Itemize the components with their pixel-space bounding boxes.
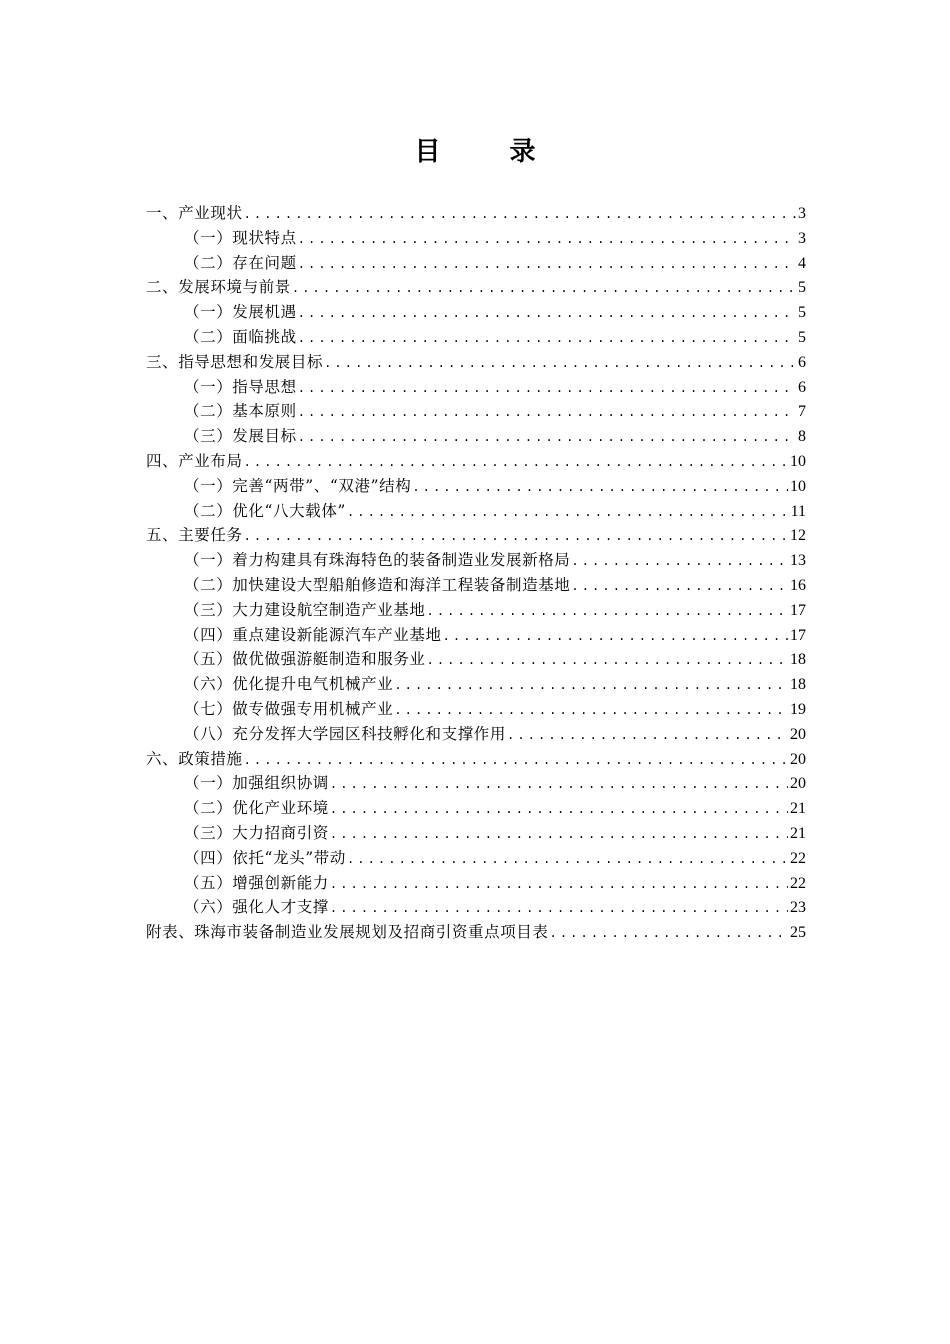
toc-page-number: 13 (790, 552, 806, 570)
toc-section-entry (146, 722, 806, 747)
toc-chapter-entry (146, 747, 806, 772)
toc-page-number: 18 (790, 676, 806, 694)
toc-page-number: 10 (790, 477, 806, 495)
toc-entry-title: （二）优化“八大载体” (184, 501, 346, 520)
toc-dot-leader (298, 252, 796, 277)
toc-dot-leader (571, 574, 788, 599)
toc-entry-title: （一）着力构建具有珠海特色的装备制造业发展新格局 (184, 551, 571, 570)
toc-section-entry (146, 771, 806, 796)
toc-dot-leader (394, 673, 788, 698)
toc-page-number: 11 (790, 502, 806, 520)
toc-dot-leader (244, 748, 788, 773)
toc-section-entry (146, 598, 806, 623)
toc-entry-title: （五）增强创新能力 (184, 873, 329, 892)
toc-dot-leader (330, 896, 788, 921)
toc-section-entry (146, 871, 806, 896)
toc-page-number: 22 (790, 849, 806, 867)
toc-page-number: 5 (798, 279, 806, 297)
toc-page-number: 20 (790, 725, 806, 743)
toc-page-number: 20 (790, 775, 806, 793)
toc-entry-title: （六）优化提升电气机械产业 (184, 675, 394, 694)
toc-dot-leader (347, 500, 789, 525)
toc-entry-title: （四）重点建设新能源汽车产业基地 (184, 625, 442, 644)
toc-page-number: 17 (790, 626, 806, 644)
toc-entry-title: （五）做优做强游艇制造和服务业 (184, 650, 426, 669)
toc-entry-title: 附表、珠海市装备制造业发展规划及招商引资重点项目表 (146, 923, 549, 942)
toc-page-number: 23 (790, 899, 806, 917)
toc-entry-title: （六）强化人才支撑 (184, 898, 329, 917)
toc-dot-leader (330, 822, 788, 847)
toc-section-entry (146, 796, 806, 821)
toc-dot-leader (330, 797, 788, 822)
toc-entry-title: （二）面临挑战 (184, 327, 297, 346)
toc-page-number: 20 (790, 750, 806, 768)
toc-entry-title: 四、产业布局 (146, 451, 243, 470)
toc-page-number: 17 (790, 601, 806, 619)
toc-page-number: 10 (790, 452, 806, 470)
toc-section-entry (146, 375, 806, 400)
toc-entry-title: （一）加强组织协调 (184, 774, 329, 793)
toc-entry-title: （七）做专做强专用机械产业 (184, 699, 394, 718)
toc-chapter-entry (146, 523, 806, 548)
toc-dot-leader (507, 723, 788, 748)
toc-dot-leader (298, 301, 796, 326)
toc-page-number: 4 (798, 254, 806, 272)
toc-page-number: 5 (798, 304, 806, 322)
toc-page-number: 18 (790, 651, 806, 669)
toc-entry-title: （一）完善“两带”、“双港”结构 (184, 476, 412, 495)
toc-entry-title: 一、产业现状 (146, 204, 243, 222)
toc-entry-title: （二）基本原则 (184, 402, 297, 421)
toc-entry-title: （二）存在问题 (184, 253, 297, 272)
toc-section-entry (146, 424, 806, 449)
toc-page-number: 7 (798, 403, 806, 421)
toc-page-number: 6 (798, 378, 806, 396)
toc-entry-title: （一）现状特点 (184, 228, 297, 247)
toc-page-number: 3 (798, 205, 806, 222)
toc-chapter-entry (146, 201, 806, 226)
toc-entry-title: 六、政策措施 (146, 749, 243, 768)
toc-page-number: 12 (790, 527, 806, 545)
toc-section-entry (146, 672, 806, 697)
toc-section-entry (146, 623, 806, 648)
toc-dot-leader (427, 599, 788, 624)
toc-dot-leader (244, 524, 788, 549)
toc-dot-leader (427, 648, 788, 673)
toc-section-entry (146, 399, 806, 424)
toc-entry-title: 三、指导思想和发展目标 (146, 352, 324, 371)
toc-dot-leader (298, 227, 796, 252)
toc-entry-title: 二、发展环境与前景 (146, 278, 291, 297)
toc-dot-leader (298, 425, 796, 450)
toc-entry-title: （八）充分发挥大学园区科技孵化和支撑作用 (184, 724, 507, 743)
toc-page-number: 8 (798, 428, 806, 446)
toc-section-entry (146, 821, 806, 846)
toc-dot-leader (347, 847, 788, 872)
toc-dot-leader (550, 921, 788, 946)
toc-dot-leader (412, 475, 788, 500)
toc-page-number: 16 (790, 576, 806, 594)
toc-entry-title: （二）优化产业环境 (184, 799, 329, 818)
toc-section-entry (146, 251, 806, 276)
toc-section-entry (146, 474, 806, 499)
toc-page-number: 21 (790, 824, 806, 842)
toc-dot-leader (330, 872, 788, 897)
toc-section-entry (146, 895, 806, 920)
toc-page-number: 6 (798, 353, 806, 371)
toc-entry-title: （三）发展目标 (184, 427, 297, 446)
toc-chapter-entry (146, 350, 806, 375)
toc-dot-leader (298, 376, 796, 401)
toc-entry-title: （一）发展机遇 (184, 303, 297, 322)
toc-dot-leader (330, 772, 788, 797)
toc-page-number: 3 (798, 229, 806, 247)
toc-entry-title: （二）加快建设大型船舶修造和海洋工程装备制造基地 (184, 575, 571, 594)
toc-dot-leader (324, 351, 796, 376)
toc-entry-title: （三）大力建设航空制造产业基地 (184, 600, 426, 619)
toc-section-entry (146, 226, 806, 251)
toc-section-entry (146, 300, 806, 325)
toc-section-entry (146, 846, 806, 871)
toc-dot-leader (298, 326, 796, 351)
toc-section-entry (146, 548, 806, 573)
toc-entry-title: （一）指导思想 (184, 377, 297, 396)
toc-dot-leader (244, 450, 788, 475)
page-title: 目 录 (414, 137, 566, 167)
toc-page-number: 25 (790, 924, 806, 942)
toc-entry-title: （四）依托“龙头”带动 (184, 848, 346, 867)
toc-page-number: 22 (790, 874, 806, 892)
toc-dot-leader (244, 202, 796, 227)
toc-dot-leader (571, 549, 788, 574)
toc-chapter-entry (146, 449, 806, 474)
toc-section-entry (146, 325, 806, 350)
toc-entry-title: 五、主要任务 (146, 526, 243, 545)
toc-dot-leader (394, 698, 788, 723)
toc-chapter-entry (146, 275, 806, 300)
toc-section-entry (146, 697, 806, 722)
toc-section-entry (146, 573, 806, 598)
toc-section-entry (146, 499, 806, 524)
toc-dot-leader (292, 276, 796, 301)
table-of-contents (146, 201, 806, 945)
toc-page-number: 21 (790, 800, 806, 818)
toc-dot-leader (298, 400, 796, 425)
toc-section-entry (146, 647, 806, 672)
toc-page-number: 5 (798, 328, 806, 346)
toc-dot-leader (443, 624, 788, 649)
toc-page-number: 19 (790, 700, 806, 718)
toc-entry-title: （三）大力招商引资 (184, 823, 329, 842)
toc-chapter-entry (146, 920, 806, 945)
